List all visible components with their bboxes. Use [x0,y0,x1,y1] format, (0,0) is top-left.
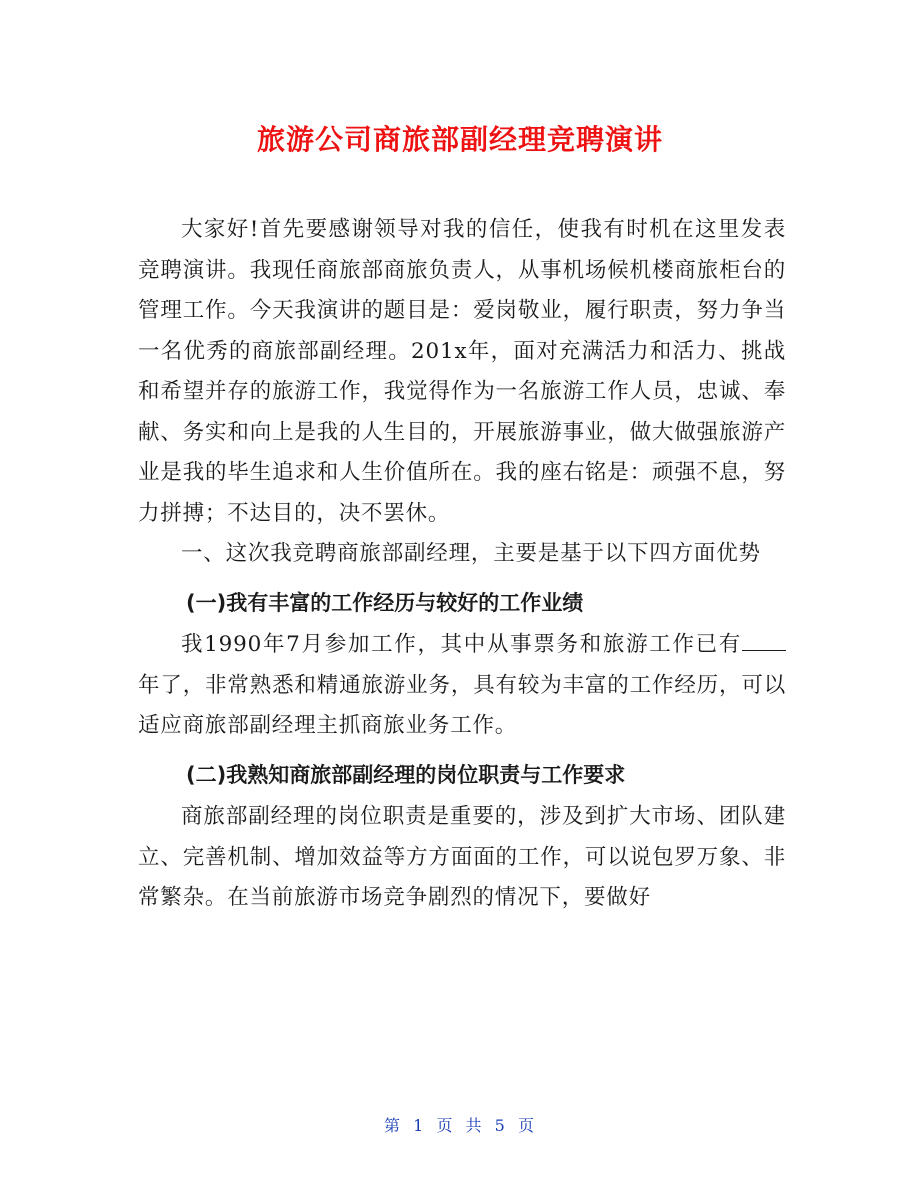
footer-ye2: 页 [517,1116,536,1135]
document-title: 旅游公司商旅部副经理竞聘演讲 [256,123,663,156]
footer-gong: 共 [465,1116,484,1135]
paragraph-intro: 大家好!首先要感谢领导对我的信任，使我有时机在这里发表竞聘演讲。我现任商旅部商旅负责人，从事机场候机楼商旅柜台的管理工作。今天我演讲的题目是：爱岗敬业，履行职责，努力争当一名优秀的商旅部副经理。201x年，面对充满活力和活力、挑战和希望并存的旅游工作，我觉得作为一名旅游工作人员，忠诚、奉献、务实和向上是我的人生目的，开展旅游事业，做大做强旅游产业是我的毕生追求和人生价值所在。我的座右铭是：顽强不息，努力拼搏；不达目的，决不罢休。 [138,217,786,526]
paragraph-section-one: 一、这次我竞聘商旅部副经理，主要是基于以下四方面优势 [181,541,761,566]
subheading-experience: (一)我有丰富的工作经历与较好的工作业绩 [186,590,584,615]
paragraph-responsibilities: 商旅部副经理的岗位职责是重要的，涉及到扩大市场、团队建立、完善机制、增加效益等方方面面的工作，可以说包罗万象、非常繁杂。在当前旅游市场竞争剧烈的情况下，要做好 [138,804,786,910]
paragraph-experience-part2: 年了，非常熟悉和精通旅游业务，具有较为丰富的工作经历，可以适应商旅部副经理主抓商旅业务工作。 [138,672,786,738]
paragraph-experience-part1: 我1990年7月参加工作，其中从事票务和旅游工作已有 [181,632,742,657]
document-body [138,210,786,919]
subheading-responsibilities: (二)我熟知商旅部副经理的岗位职责与工作要求 [186,762,626,787]
footer-page-current: 1 [413,1116,426,1135]
page-footer [0,1113,920,1136]
footer-page-total: 5 [494,1116,507,1135]
footer-di: 第 [384,1116,403,1135]
fill-in-blank [742,628,786,651]
paragraph-experience [138,625,786,747]
footer-ye: 页 [436,1116,455,1135]
